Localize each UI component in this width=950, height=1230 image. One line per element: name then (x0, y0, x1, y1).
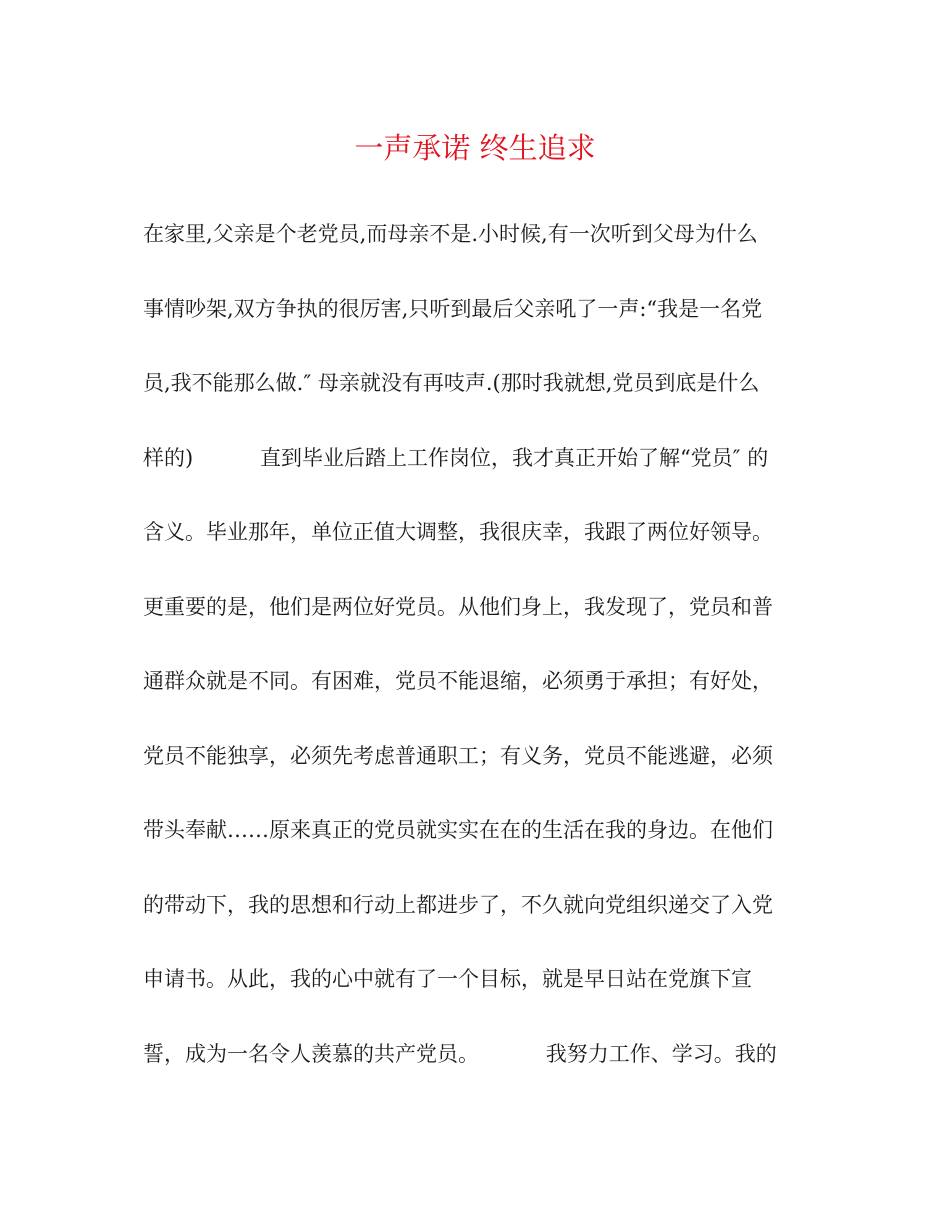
body-line: 的带动下，我的思想和行动上都进步了，不久就向党组织递交了入党 (143, 892, 773, 917)
body-line: 含义。毕业那年，单位正值大调整，我很庆幸，我跟了两位好领导。 (143, 520, 773, 544)
body-line: 带头奉献……原来真正的党员就实实在在的生活在我的身边。在他们 (143, 818, 773, 842)
body-line: 通群众就是不同。有困难，党员不能退缩，必须勇于承担；有好处， (143, 669, 773, 693)
document-body (143, 214, 843, 1108)
body-line: 党员不能独享，必须先考虑普通职工；有义务，党员不能逃避，必须 (143, 743, 773, 768)
body-line: 员,我不能那么做.″ 母亲就没有再吱声.(那时我就想,党员到底是什么 (143, 371, 760, 395)
body-line: 事情吵架,双方争执的很厉害,只听到最后父亲吼了一声:“我是一名党 (143, 296, 763, 321)
document-title: 一声承诺 终生追求 (354, 131, 596, 165)
body-line: 更重要的是，他们是两位好党员。从他们身上，我发现了，党员和普 (143, 594, 773, 619)
body-line: 申请书。从此，我的心中就有了一个目标，就是早日站在党旗下宣 (143, 967, 752, 991)
body-line: 誓，成为一名令人羡慕的共产党员。 我努力工作、学习。我的 (143, 1041, 777, 1066)
body-line: 样的) 直到毕业后踏上工作岗位，我才真正开始了解“党员″ 的 (143, 445, 769, 470)
body-line: 在家里,父亲是个老党员,而母亲不是.小时候,有一次听到父母为什么 (143, 222, 758, 246)
